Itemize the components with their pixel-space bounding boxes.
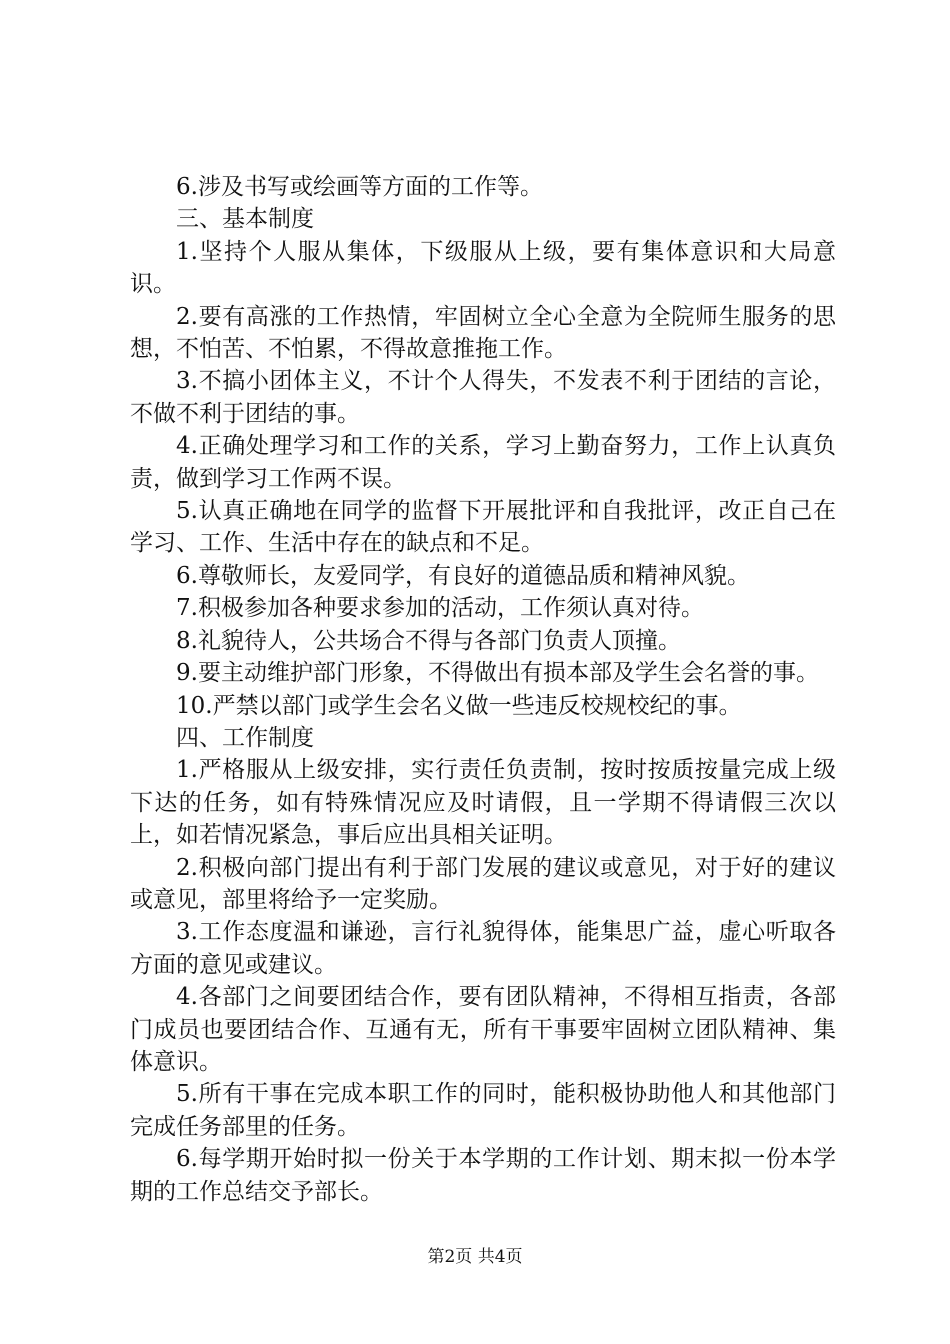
document-body xyxy=(130,171,836,1208)
paragraph: 6.涉及书写或绘画等方面的工作等。 xyxy=(176,174,543,200)
paragraph: 6.每学期开始时拟一份关于本学期的工作计划、期末拟一份本学期的工作总结交予部长。 xyxy=(130,1146,836,1205)
page-number: 第2页 共4页 xyxy=(427,1247,523,1267)
paragraph: 2.积极向部门提出有利于部门发展的建议或意见，对于好的建议或意见，部里将给予一定奖励。 xyxy=(130,854,836,913)
section-heading: 三、基本制度 xyxy=(176,206,314,233)
paragraph: 6.尊敬师长，友爱同学，有良好的道德品质和精神风貌。 xyxy=(176,562,750,589)
paragraph: 1.坚持个人服从集体，下级服从上级，要有集体意识和大局意识。 xyxy=(130,238,836,298)
paragraph: 4.各部门之间要团结合作，要有团队精神，不得相互指责，各部门成员也要团结合作、互通有无，所有干事要牢固树立团队精神、集体意识。 xyxy=(130,984,836,1075)
paragraph: 4.正确处理学习和工作的关系，学习上勤奋努力，工作上认真负责，做到学习工作两不误。 xyxy=(130,433,836,492)
paragraph: 3.不搞小团体主义，不计个人得失，不发表不利于团结的言论，不做不利于团结的事。 xyxy=(130,368,836,427)
paragraph: 5.所有干事在完成本职工作的同时，能积极协助他人和其他部门完成任务部里的任务。 xyxy=(130,1081,836,1140)
paragraph: 2.要有高涨的工作热情，牢固树立全心全意为全院师生服务的思想，不怕苦、不怕累，不得故意推拖工作。 xyxy=(130,303,836,363)
paragraph: 5.认真正确地在同学的监督下开展批评和自我批评，改正自己在学习、工作、生活中存在的缺点和不足。 xyxy=(130,498,836,557)
paragraph: 10.严禁以部门或学生会名义做一些违反校规校纪的事。 xyxy=(176,692,742,719)
section-heading: 四、工作制度 xyxy=(176,724,314,751)
paragraph: 9.要主动维护部门形象，不得做出有损本部及学生会名誉的事。 xyxy=(176,660,819,687)
paragraph: 1.严格服从上级安排，实行责任负责制，按时按质按量完成上级下达的任务，如有特殊情况应及时请假，且一学期不得请假三次以上，如若情况紧急，事后应出具相关证明。 xyxy=(130,757,836,849)
paragraph: 8.礼貌待人，公共场合不得与各部门负责人顶撞。 xyxy=(176,627,681,654)
paragraph: 7.积极参加各种要求参加的活动，工作须认真对待。 xyxy=(176,595,704,622)
paragraph: 3.工作态度温和谦逊，言行礼貌得体，能集思广益，虚心听取各方面的意见或建议。 xyxy=(130,919,836,978)
